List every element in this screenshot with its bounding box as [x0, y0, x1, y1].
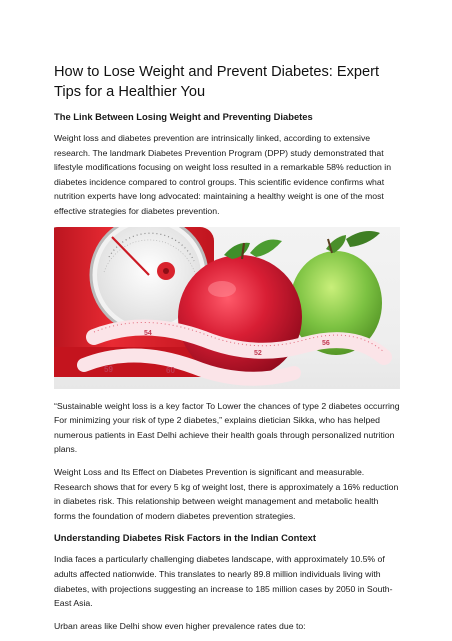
section-heading-risk-factors: Understanding Diabetes Risk Factors in the Indian Context: [54, 532, 317, 544]
paragraph-weight-loss-effect: Weight Loss and Its Effect on Diabetes Prevention is significant and measurable. Research shows that for every 5 kg of weight lost, there is approximately a 16% reduction in diabetes risk. This relationship between weight management and metabolic health forms the foundation of modern diabetes prevention strategies.: [54, 466, 399, 521]
tape-number: 60: [166, 365, 175, 375]
document-body: [54, 62, 400, 641]
tape-number: 54: [144, 329, 152, 337]
section-heading-link: The Link Between Losing Weight and Preventing Diabetes: [54, 111, 313, 122]
paragraph-urban-areas: Urban areas like Delhi show even higher prevalence rates due to:: [54, 620, 306, 631]
paragraph-india-landscape: India faces a particularly challenging diabetes landscape, with approximately 10.5% of adults affected nationwide. This translates to nearly 89.8 million individuals living with diabetes, with projections suggesting an increase to 185 million cases by 2050 in South-East Asia.: [54, 554, 393, 609]
tape-number: 56: [322, 339, 330, 347]
tape-number: 52: [254, 349, 262, 357]
photo-illustration: [54, 227, 400, 389]
weight-scale-apples-photo: [54, 227, 400, 389]
article-title: How to Lose Weight and Prevent Diabetes: Expert Tips for a Healthier You: [54, 64, 380, 100]
paragraph-sikka-quote: “Sustainable weight loss is a key factor To Lower the chances of type 2 diabetes occurring For minimizing your risk of type 2 diabetes,” explains dietician Sikka, who has helped numerous patients in East Delhi achieve their health goals through personalized nutrition plans.: [54, 400, 400, 455]
paragraph-dpp-study: Weight loss and diabetes prevention are intrinsically linked, according to extensive research. The landmark Diabetes Prevention Program (DPP) study demonstrated that lifestyle modifications focusing on weight loss resulted in a remarkable 58% reduction in diabetes incidence compared to control groups. This scientific evidence confirms what nutrition experts have long advocated: maintaining a healthy weight is one of the most effective strategies for diabetes prevention.: [54, 133, 392, 216]
tape-number: 59: [104, 364, 113, 374]
